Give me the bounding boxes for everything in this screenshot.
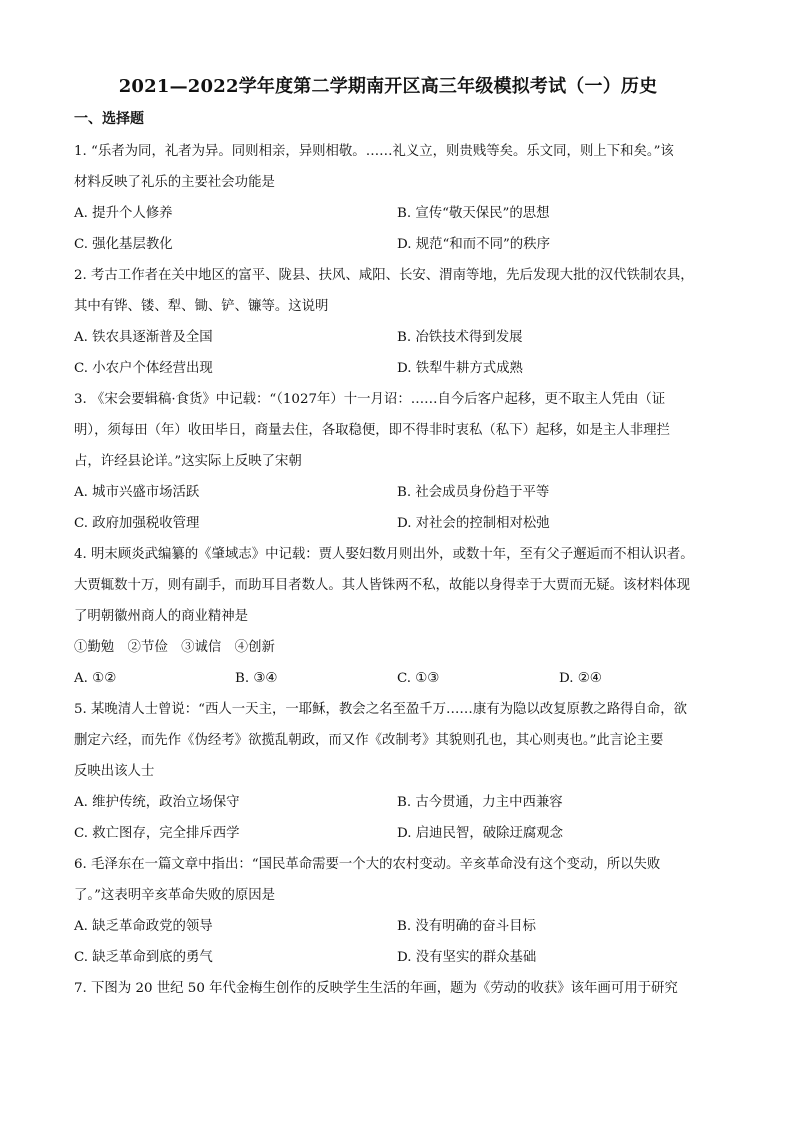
option-c: C. 救亡图存，完全排斥西学	[74, 826, 240, 841]
section-heading: 一、选择题	[74, 111, 144, 127]
option-d: D. 没有坚实的群众基础	[397, 950, 537, 965]
question-text-line: 6. 毛泽东在一篇文章中指出：“国民革命需要一个大的农村变动。辛亥革命没有这个变动，所以失败	[74, 857, 661, 872]
option-d: D. 规范“和而不同”的秩序	[397, 237, 550, 252]
option-d: D. 启迪民智，破除迂腐观念	[397, 826, 564, 841]
question-text-line: 4. 明末顾炎武编纂的《肇域志》中记载：贾人娶妇数月则出外，或数十年，至有父子邂逅而不相认识者。	[74, 547, 694, 562]
options-grid	[74, 198, 702, 260]
option-b: B. 宣传“敬天保民”的思想	[397, 206, 550, 221]
option-b: B. 没有明确的奋斗目标	[397, 919, 536, 934]
option-c: C. 强化基层教化	[74, 237, 173, 252]
option-a: A. 铁农具逐渐普及全国	[74, 330, 213, 345]
question-text-line: 了明朝徽州商人的商业精神是	[74, 609, 249, 624]
option-d: D. 铁犁牛耕方式成熟	[397, 361, 523, 376]
question-text-line: 了。”这表明辛亥革命失败的原因是	[74, 888, 276, 903]
option-b: B. 古今贯通，力主中西兼容	[397, 795, 563, 810]
option-b: B. 社会成员身份趋于平等	[397, 485, 550, 500]
options-grid	[74, 787, 702, 849]
question-text-line: 其中有铧、镂、犁、锄、铲、镰等。这说明	[74, 299, 329, 314]
options-grid	[74, 322, 702, 384]
option-c: C. ①③	[397, 671, 440, 686]
option-c: C. 缺乏革命到底的勇气	[74, 950, 213, 965]
question-text-line: 2. 考古工作者在关中地区的富平、陇县、扶风、咸阳、长安、渭南等地，先后发现大批的汉代铁制农具，	[74, 268, 694, 283]
question-text-line: 占，许经县论详。”这实际上反映了宋朝	[74, 454, 302, 469]
option-b: B. ③④	[235, 671, 278, 686]
question-5	[74, 694, 702, 849]
question-text-line: 7. 下图为 20 世纪 50 年代金梅生创作的反映学生生活的年画，题为《劳动的收获》该年画可用于研究	[74, 981, 678, 996]
question-text-line: 3. 《宋会要辑稿·食货》中记载：“（1027年）十一月诏：……自今后客户起移，更不取主人凭由（证	[74, 392, 666, 407]
question-text-line: 材料反映了礼乐的主要社会功能是	[74, 175, 275, 190]
exam-title: 2021—2022学年度第二学期南开区高三年级模拟考试（一）历史	[118, 76, 658, 97]
option-c: C. 小农户个体经营出现	[74, 361, 213, 376]
question-4	[74, 539, 702, 694]
question-2	[74, 260, 702, 384]
option-c: C. 政府加强税收管理	[74, 516, 200, 531]
option-a: A. 城市兴盛市场活跃	[74, 485, 200, 500]
options-grid	[74, 477, 702, 539]
option-a: A. ①②	[74, 671, 117, 686]
options-grid	[74, 911, 702, 973]
option-a: A. 维护传统，政治立场保守	[74, 795, 240, 810]
question-text-line: 5. 某晚清人士曾说：“西人一天主，一耶稣，教会之名至盈千万……康有为隐以改复原教之路得自命，欲	[74, 702, 688, 717]
question-6	[74, 849, 702, 973]
option-d: D. 对社会的控制相对松弛	[397, 516, 550, 531]
question-text-line: 删定六经，而先作《伪经考》欲揽乱朝政，而又作《改制考》其貌则孔也，其心则夷也。”此言论主要	[74, 733, 664, 748]
question-text-line: 明），须每田（年）收田毕日，商量去住，各取稳便，即不得非时衷私（私下）起移，如是主人非理拦	[74, 423, 670, 438]
option-b: B. 冶铁技术得到发展	[397, 330, 523, 345]
question-1	[74, 136, 702, 260]
option-a: A. 提升个人修养	[74, 206, 173, 221]
question-text-line: 大贾辄数十万，则有副手，而助耳目者数人。其人皆铢两不私，故能以身得幸于大贾而无疑。该材料体现	[74, 578, 690, 593]
question-text-line: 1. “乐者为同，礼者为异。同则相亲，异则相敬。……礼义立，则贵贱等矣。乐文同，则上下和矣。”该	[74, 144, 674, 159]
option-a: A. 缺乏革命政党的领导	[74, 919, 213, 934]
question-7	[74, 973, 702, 1004]
question-text-line: 反映出该人士	[74, 764, 155, 779]
option-d: D. ②④	[559, 671, 602, 686]
options-grid	[74, 663, 702, 694]
question-choices-line: ①勤勉 ②节俭 ③诚信 ④创新	[74, 640, 275, 655]
question-3	[74, 384, 702, 539]
